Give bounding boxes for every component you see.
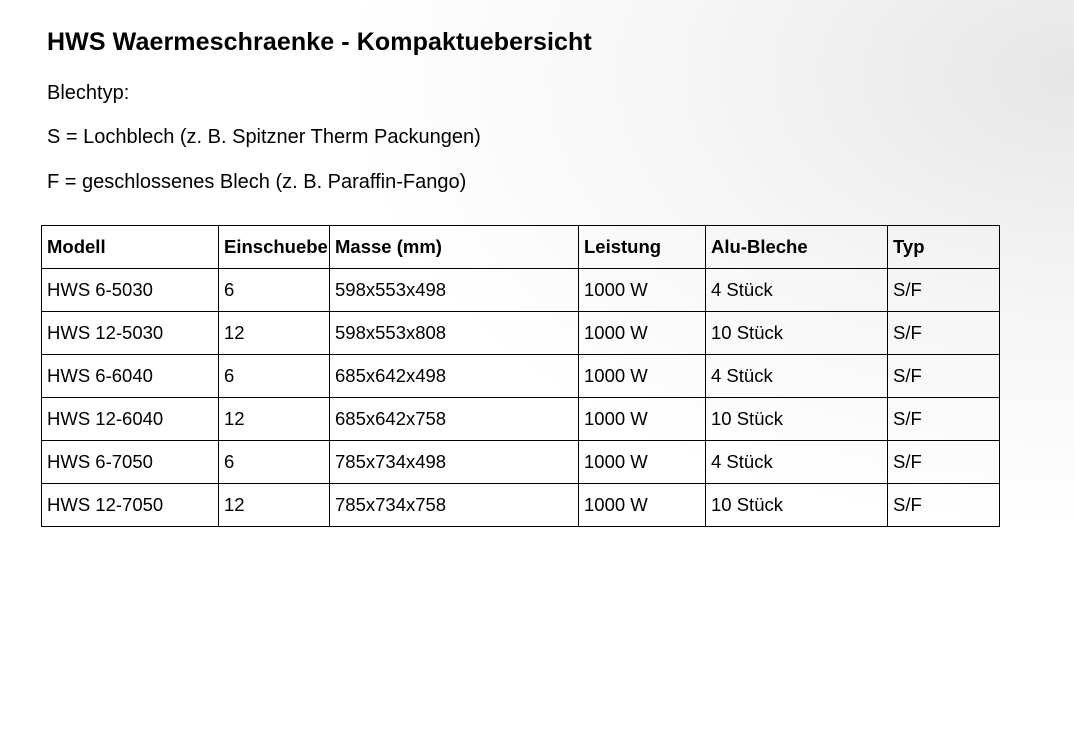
cell-type: S/F bbox=[888, 312, 1000, 355]
header-alu-sheets: Alu-Bleche bbox=[706, 226, 888, 269]
cell-model: HWS 12-7050 bbox=[42, 484, 219, 527]
cell-model: HWS 12-6040 bbox=[42, 398, 219, 441]
cell-dimensions: 685x642x498 bbox=[330, 355, 579, 398]
cell-power: 1000 W bbox=[579, 441, 706, 484]
page-title: HWS Waermeschraenke - Kompaktuebersicht bbox=[47, 28, 592, 56]
cell-slots: 6 bbox=[219, 269, 330, 312]
cell-model: HWS 6-6040 bbox=[42, 355, 219, 398]
cell-power: 1000 W bbox=[579, 312, 706, 355]
table-row bbox=[42, 441, 1000, 484]
cell-model: HWS 6-7050 bbox=[42, 441, 219, 484]
cell-type: S/F bbox=[888, 398, 1000, 441]
cell-power: 1000 W bbox=[579, 355, 706, 398]
cell-alu-sheets: 10 Stück bbox=[706, 484, 888, 527]
cell-type: S/F bbox=[888, 269, 1000, 312]
models-table bbox=[41, 225, 1000, 527]
table-row bbox=[42, 484, 1000, 527]
cell-slots: 12 bbox=[219, 398, 330, 441]
paragraph-sheet-type-heading: Blechtyp: bbox=[47, 82, 130, 104]
table-row bbox=[42, 269, 1000, 312]
cell-dimensions: 785x734x758 bbox=[330, 484, 579, 527]
cell-slots: 12 bbox=[219, 312, 330, 355]
cell-type: S/F bbox=[888, 441, 1000, 484]
cell-power: 1000 W bbox=[579, 484, 706, 527]
cell-slots: 6 bbox=[219, 355, 330, 398]
table-row bbox=[42, 398, 1000, 441]
header-power: Leistung bbox=[579, 226, 706, 269]
cell-alu-sheets: 10 Stück bbox=[706, 312, 888, 355]
header-type: Typ bbox=[888, 226, 1000, 269]
cell-alu-sheets: 10 Stück bbox=[706, 398, 888, 441]
cell-type: S/F bbox=[888, 484, 1000, 527]
cell-alu-sheets: 4 Stück bbox=[706, 441, 888, 484]
header-dimensions: Masse (mm) bbox=[330, 226, 579, 269]
header-slots: Einschuebe bbox=[219, 226, 330, 269]
paragraph-sheet-type-s: S = Lochblech (z. B. Spitzner Therm Packungen) bbox=[47, 126, 481, 148]
cell-slots: 6 bbox=[219, 441, 330, 484]
cell-power: 1000 W bbox=[579, 398, 706, 441]
header-model: Modell bbox=[42, 226, 219, 269]
cell-slots: 12 bbox=[219, 484, 330, 527]
cell-alu-sheets: 4 Stück bbox=[706, 269, 888, 312]
cell-dimensions: 598x553x808 bbox=[330, 312, 579, 355]
table-header-row bbox=[42, 226, 1000, 269]
cell-power: 1000 W bbox=[579, 269, 706, 312]
cell-model: HWS 12-5030 bbox=[42, 312, 219, 355]
paragraph-sheet-type-f: F = geschlossenes Blech (z. B. Paraffin-Fango) bbox=[47, 171, 467, 193]
cell-dimensions: 685x642x758 bbox=[330, 398, 579, 441]
cell-type: S/F bbox=[888, 355, 1000, 398]
cell-dimensions: 598x553x498 bbox=[330, 269, 579, 312]
cell-dimensions: 785x734x498 bbox=[330, 441, 579, 484]
table-row bbox=[42, 312, 1000, 355]
cell-alu-sheets: 4 Stück bbox=[706, 355, 888, 398]
cell-model: HWS 6-5030 bbox=[42, 269, 219, 312]
table-row bbox=[42, 355, 1000, 398]
